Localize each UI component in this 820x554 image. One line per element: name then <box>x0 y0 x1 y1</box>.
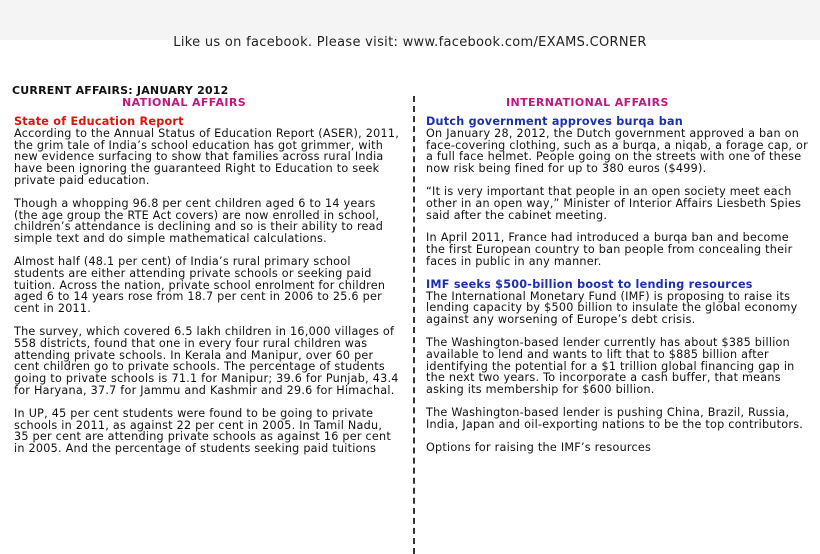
paragraph: “It is very important that people in an open society meet each other in an open way,” Minister of Interior Affairs Liesbeth Spies said after the cabinet meeting. <box>426 184 802 222</box>
paragraph: Though a whopping 96.8 per cent children aged 6 to 14 years (the age group the RTE Act covers) are now enrolled in school, children’s attendance is declining and so is their ability to read simple text and do simple mathematical calculations. <box>14 196 384 246</box>
national-column <box>14 116 400 554</box>
paragraph: The International Monetary Fund (IMF) is proposing to raise its lending capacity by $500 billion to insulate the global economy against any worsening of Europe’s debt crisis. <box>426 289 798 327</box>
paragraph: In April 2011, France had introduced a burqa ban and become the first European country to ban people from concealing their faces in public in any manner. <box>426 231 793 268</box>
top-band <box>0 0 820 40</box>
facebook-banner: Like us on facebook. Please visit: www.facebook.com/EXAMS.CORNER <box>173 35 647 50</box>
page-heading: CURRENT AFFAIRS: JANUARY 2012 <box>12 84 229 97</box>
paragraph: On January 28, 2012, the Dutch government approved a ban on face-covering clothing, such as a burqa, a niqab, a forage cap, or a full face helmet. People going on the streets with one of these now risk being fined for up to 380 euros ($499). <box>426 126 808 176</box>
international-column <box>426 116 808 554</box>
paragraph: In UP, 45 per cent students were found to be going to private schools in 2011, as against 22 per cent in 2005. In Tamil Nadu, 35 per cent are attending private schools as against 16 per cent in 2005. And the percentage of students seeking paid tuitions <box>14 406 392 456</box>
paragraph: The survey, which covered 6.5 lakh children in 16,000 villages of 558 districts, found that one in every four rural children was attending private schools. In Kerala and Manipur, over 60 per cent children go to private schools. The percentage of students going to private schools is 71.1 for Manipur; 39.6 for Punjab, 43.4 for Haryana, 37.7 for Jammu and Kashmir and 29.6 for Himachal. <box>14 324 399 397</box>
article-title-education: State of Education Report <box>14 116 184 128</box>
article-title-burqa-ban: Dutch government approves burqa ban <box>426 116 684 128</box>
paragraph: The Washington-based lender currently has about $385 billion available to lend and wants to lift that to $885 billion after identifying the potential for a $1 trillion global financing gap in the next two years. To incorporate a cash buffer, that means asking its membership for $600 billion. <box>426 335 795 397</box>
paragraph: The Washington-based lender is pushing China, Brazil, Russia, India, Japan and oil-exporting nations to be the top contributors. <box>426 405 804 431</box>
paragraph: Almost half (48.1 per cent) of India’s rural primary school students are either attending private schools or seeking paid tuition. Across the nation, private school enrolment for children aged 6 to 14 years rose from 18.7 per cent in 2006 to 25.6 per cent in 2011. <box>14 254 386 316</box>
article-title-imf: IMF seeks $500-billion boost to lending resources <box>426 277 753 291</box>
column-divider <box>413 96 415 554</box>
paragraph: Options for raising the IMF’s resources <box>426 440 652 454</box>
paragraph: According to the Annual Status of Education Report (ASER), 2011, the grim tale of India’s school education has got grimmer, with new evidence surfacing to show that families across rural India have been ignoring the guaranteed Right to Education to seek private paid education. <box>14 126 400 187</box>
national-affairs-title: NATIONAL AFFAIRS <box>122 96 247 109</box>
international-affairs-title: INTERNATIONAL AFFAIRS <box>506 96 669 109</box>
